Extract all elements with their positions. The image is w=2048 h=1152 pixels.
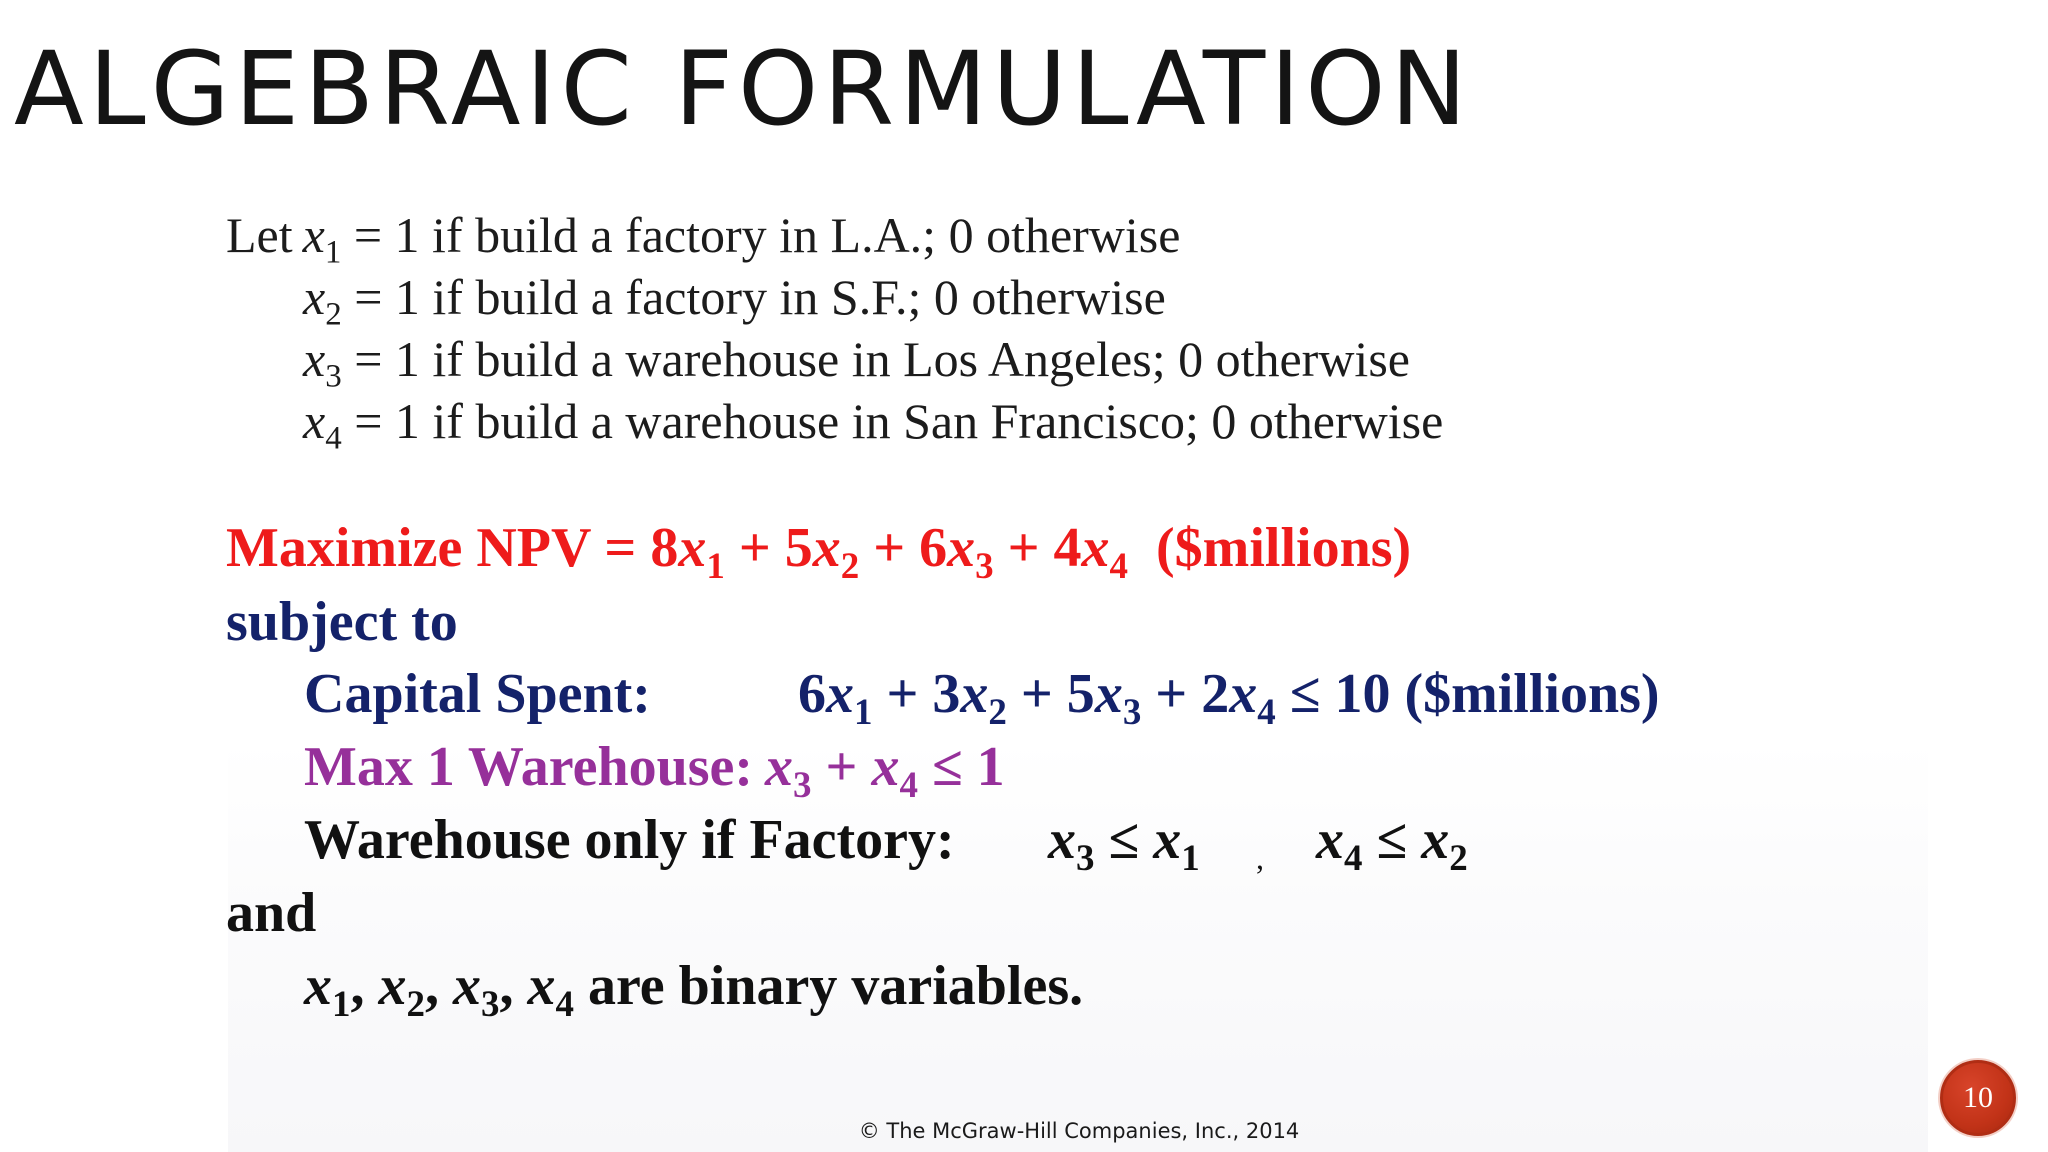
capital-constraint-label: Capital Spent: bbox=[304, 663, 651, 725]
constraint-separator-comma: , bbox=[1256, 840, 1264, 876]
capital-constraint-expression: $6x_1 + 3x_2 + 5x_3 + 2x_4 \le 10$ ($millions) bbox=[798, 663, 1660, 732]
warehouse-factory-expression-2: $x_4 \le x_2$ bbox=[1316, 809, 1468, 878]
and-label: and bbox=[226, 882, 317, 944]
copyright-footer: © The McGraw-Hill Companies, Inc., 2014 bbox=[858, 1119, 1300, 1143]
warehouse-factory-expression-1: $x_3 \le x_1$ bbox=[1048, 809, 1200, 878]
page-number-badge: 10 bbox=[1940, 1060, 2016, 1136]
max-warehouse-constraint: Max 1 Warehouse: $x_3 + x_4 \le 1$ bbox=[304, 736, 1005, 805]
binary-variables-statement: $x_1$, $x_2$, $x_3$, $x_4$ are binary variables. bbox=[304, 955, 1084, 1024]
subject-to-label: subject to bbox=[226, 591, 458, 653]
warehouse-factory-label: Warehouse only if Factory: bbox=[304, 809, 955, 871]
definition-x4: $x_4 = 1$ if build a warehouse in San Francisco; 0 otherwise bbox=[303, 393, 1444, 457]
slide-title: ALGEBRAIC FORMULATION bbox=[14, 30, 1472, 149]
definition-x3: $x_3 = 1$ if build a warehouse in Los Angeles; 0 otherwise bbox=[303, 331, 1410, 395]
definition-x2: $x_2 = 1$ if build a factory in S.F.; 0 otherwise bbox=[303, 269, 1166, 333]
definition-x1: Let $x_1 = 1$ if build a factory in L.A.; 0 otherwise bbox=[226, 207, 1181, 271]
objective-function: Maximize NPV = $8x_1 + 5x_2 + 6x_3 + 4x_4$ ($millions) bbox=[226, 517, 1412, 586]
